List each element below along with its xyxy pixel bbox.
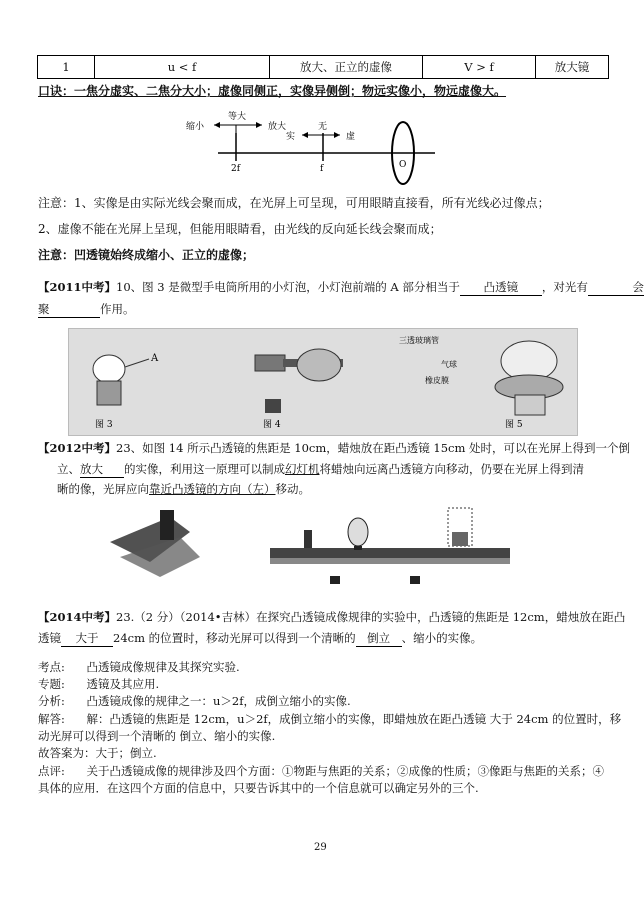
- question-text: ，对光有: [541, 280, 588, 294]
- fenxi-row: [38, 694, 351, 709]
- fig5-caption: 图 5: [505, 420, 523, 430]
- shrink-label: 缩小: [186, 122, 205, 132]
- table-cell: 放大镜: [536, 56, 609, 79]
- question-text: 作用。: [100, 302, 135, 316]
- kaodian-text: 凸透镜成像规律及其探究实验.: [86, 660, 240, 674]
- table-cell: 放大、正立的虚像: [270, 56, 423, 79]
- answer-blank: 聚: [38, 302, 100, 318]
- exam-tag: 【2011中考】: [38, 280, 117, 294]
- figure-14-optical-bench: [100, 502, 520, 592]
- kaodian-label: 考点:: [38, 660, 65, 674]
- question-text: 10、图 3 是微型手电筒所用的小灯泡，小灯泡前端的 A 部分相当于: [116, 280, 460, 294]
- question-text: 23.（2 分）（2014•吉林）在探究凸透镜成像规律的实验中，凸透镜的焦距是 12cm，蜡烛放在距凸: [116, 610, 626, 624]
- table-cell: 1: [38, 56, 95, 79]
- jieda-row: [38, 712, 621, 727]
- table-cell: V > f: [423, 56, 536, 79]
- fenxi-text: 凸透镜成像的规律之一：u＞2f，成倒立缩小的实像.: [86, 694, 351, 708]
- zhuanti-text: 透镜及其应用.: [86, 677, 160, 691]
- exam-tag: 【2012中考】: [38, 441, 117, 455]
- question-text: 24cm 的位置时，移动光屏可以得到一个清晰的: [113, 631, 356, 645]
- fenxi-label: 分析:: [38, 694, 65, 708]
- question-text: 的实像，利用这一原理可以制成: [124, 462, 285, 476]
- question-text: 立、: [57, 462, 80, 476]
- dianping-label: 点评:: [38, 764, 65, 778]
- question-2014-line2: [38, 631, 482, 647]
- zhuanti-row: [38, 677, 159, 692]
- note-3: 注意：凹透镜始终成缩小、正立的虚像；: [38, 248, 255, 262]
- figure-strip-345: [68, 328, 578, 436]
- answer-blank: 凸透镜: [460, 280, 542, 296]
- figures-345: [69, 329, 577, 435]
- jieda-text-2: 动光屏可以得到一个清晰的 倒立、缩小的实像.: [38, 729, 276, 743]
- label-a: A: [151, 353, 159, 364]
- page-number: 29: [314, 842, 327, 853]
- kaodian-row: [38, 660, 240, 675]
- real-label: 实: [286, 132, 296, 142]
- o-label: O: [399, 160, 407, 170]
- answer-line: 故答案为：大于；倒立.: [38, 746, 157, 760]
- question-2014: [38, 610, 625, 625]
- answer-blank: 放大: [80, 462, 124, 478]
- question-text: 将蜡烛向远离凸透镜方向移动，仍要在光屏上得到清: [319, 462, 584, 476]
- dianping-text-2: 具体的应用．在这四个方面的信息中，只要告诉其中的一个信息就可以确定另外的三个.: [38, 781, 479, 795]
- f-label: f: [320, 164, 324, 174]
- question-text: 晰的像，光屏应向: [57, 482, 149, 496]
- jieda-text: 解：凸透镜的焦距是 12cm，u＞2f，成倒立缩小的实像，即蜡烛放在距凸透镜 大于 24cm 的位置时，移: [86, 712, 622, 726]
- answer-blank: 幻灯机: [285, 462, 320, 476]
- question-text: 、缩小的实像。: [401, 631, 483, 645]
- imaging-table: [37, 55, 609, 79]
- zhuanti-label: 专题:: [38, 677, 65, 691]
- fig3-caption: 图 3: [95, 420, 113, 430]
- answer-blank: 靠近凸透镜的方向（左）: [149, 482, 276, 496]
- answer-blank: 会: [588, 280, 644, 296]
- enlarge-label: 放大: [268, 122, 287, 132]
- answer-blank: 倒立: [356, 631, 402, 647]
- mnemonic: 口诀：一焦分虚实、二焦分大小；虚像同侧正，实像异侧倒；物远实像小，物远虚像大。: [38, 84, 507, 98]
- question-2011-cont: [38, 302, 135, 318]
- question-2012-line3: [57, 482, 310, 497]
- fig4-caption: 图 4: [263, 420, 281, 430]
- lens-diagram: [180, 103, 440, 185]
- question-2011: [38, 280, 644, 296]
- table-cell: u < f: [95, 56, 270, 79]
- dianping-row: [38, 764, 604, 779]
- question-2012: [38, 441, 630, 456]
- exam-tag: 【2014中考】: [38, 610, 117, 624]
- equal-label: 等大: [228, 112, 247, 122]
- question-2012-line2: [57, 462, 584, 478]
- tube-label: 三透玻璃管: [399, 336, 439, 345]
- 2f-label: 2f: [231, 164, 241, 174]
- note-2: 2、虚像不能在光屏上呈现，但能用眼睛看，由光线的反向延长线会聚而成；: [38, 222, 442, 236]
- dianping-text: 关于凸透镜成像的规律涉及四个方面：①物距与焦距的关系；②成像的性质；③像距与焦距的关系；④: [86, 764, 605, 778]
- question-text: 透镜: [38, 631, 61, 645]
- film-label: 橡皮膜: [425, 376, 449, 385]
- none-label: 无: [318, 122, 328, 132]
- virtual-label: 虚: [346, 132, 356, 142]
- answer-blank: 大于: [61, 631, 113, 647]
- question-text: 移动。: [275, 482, 310, 496]
- note-1: 注意：1、实像是由实际光线会聚而成，在光屏上可呈现，可用眼睛直接看，所有光线必过像点；: [38, 196, 550, 210]
- table-row: [38, 56, 609, 79]
- question-text: 23、如图 14 所示凸透镜的焦距是 10cm，蜡烛放在距凸透镜 15cm 处时，可以在光屏上得到一个倒: [116, 441, 631, 455]
- bubble-label: 气球: [441, 360, 457, 369]
- jieda-label: 解答:: [38, 712, 65, 726]
